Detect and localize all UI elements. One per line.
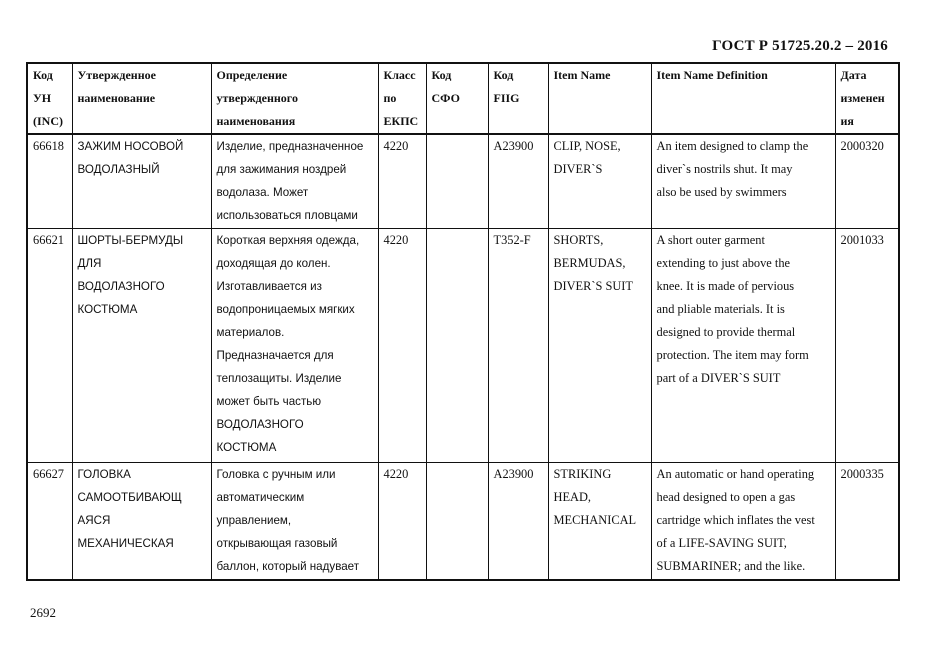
cell-definition-ru xyxy=(211,228,378,462)
text-line: ЗАЖИМ НОСОВОЙ xyxy=(77,140,184,153)
text-line: (INC) xyxy=(33,114,63,128)
text-line: Изделие, предназначенное xyxy=(216,140,364,153)
cell-sfo xyxy=(426,134,488,228)
text-line: Код xyxy=(493,68,514,82)
cell-definition-en xyxy=(651,462,835,580)
text-line: ВОДОЛАЗНОГО xyxy=(216,417,304,431)
text-line: утвержденного xyxy=(216,91,298,105)
cell-name xyxy=(72,134,211,228)
text-line: Код xyxy=(431,68,452,82)
text-line: ВОДОЛАЗНОГО xyxy=(77,279,165,293)
text-line: Короткая верхняя одежда, xyxy=(216,233,360,247)
cell-item-name xyxy=(548,228,651,462)
text-line: КОСТЮМА xyxy=(216,440,277,454)
table-row xyxy=(27,462,899,580)
col-header-fiig xyxy=(488,63,548,134)
text-line: ГОЛОВКА xyxy=(77,467,131,481)
text-line: SHORTS, xyxy=(553,232,604,247)
text-line: ШОРТЫ-БЕРМУДЫ xyxy=(77,233,184,247)
col-header-name xyxy=(72,63,211,134)
text-line: A short outer garment xyxy=(656,232,765,247)
text-line: баллон, который надувает xyxy=(216,559,360,573)
cell-ekps: 4220 xyxy=(378,462,426,580)
text-line: АЯСЯ xyxy=(77,513,111,527)
text-line: Головка с ручным или xyxy=(216,467,336,481)
cell-inc: 66627 xyxy=(27,462,72,580)
text-line: DIVER`S xyxy=(553,162,603,176)
page-number: 2692 xyxy=(30,605,56,620)
text-line: ия xyxy=(840,114,854,128)
text-line: УН xyxy=(33,91,52,105)
text-line: управлением, xyxy=(216,513,292,527)
text-line: Дата xyxy=(840,68,867,82)
text-line: also be used by swimmers xyxy=(656,185,787,199)
table-row xyxy=(27,134,899,228)
text-line: Класс xyxy=(383,68,416,82)
text-line: Код xyxy=(33,68,53,82)
text-line: СФО xyxy=(431,91,460,105)
text-line: САМООТБИВАЮЩ xyxy=(77,490,182,504)
text-line: Утвержденное xyxy=(77,68,156,82)
text-line: ЕКПС xyxy=(383,114,419,128)
text-line: Item Name xyxy=(553,68,611,82)
text-line: designed to provide thermal xyxy=(656,324,796,339)
text-line: МЕХАНИЧЕСКАЯ xyxy=(77,536,174,550)
text-line: BERMUDAS, xyxy=(553,255,626,270)
document-title: ГОСТ Р 51725.20.2 – 2016 xyxy=(712,38,888,54)
col-header-definition-en xyxy=(651,63,835,134)
text-line: Item Name Definition xyxy=(656,68,768,82)
text-line: Изготавливается из xyxy=(216,279,322,293)
col-header-ekps xyxy=(378,63,426,134)
cell-name xyxy=(72,462,211,580)
col-header-date xyxy=(835,63,899,134)
text-line: Предназначается для xyxy=(216,348,334,362)
text-line: HEAD, xyxy=(553,489,592,504)
table-row xyxy=(27,228,899,462)
text-line: водолаза. Может xyxy=(216,186,309,199)
text-line: материалов. xyxy=(216,325,285,339)
text-line: изменен xyxy=(840,91,885,105)
cell-ekps: 4220 xyxy=(378,228,426,462)
cell-definition-ru xyxy=(211,462,378,580)
cell-definition-en xyxy=(651,134,835,228)
text-line: автоматическим xyxy=(216,490,305,504)
text-line: доходящая до колен. xyxy=(216,256,331,270)
text-line: наименования xyxy=(216,114,296,128)
cell-definition-en xyxy=(651,228,835,462)
cell-item-name xyxy=(548,134,651,228)
cell-ekps: 4220 xyxy=(378,134,426,228)
cell-date: 2000320 xyxy=(835,134,899,228)
text-line: diver`s nostrils shut. It may xyxy=(656,162,793,176)
text-line: по xyxy=(383,91,397,105)
col-header-inc xyxy=(27,63,72,134)
text-line: ВОДОЛАЗНЫЙ xyxy=(77,163,160,176)
text-line: использоваться пловцами xyxy=(216,209,358,222)
cell-item-name xyxy=(548,462,651,580)
text-line: cartridge which inflates the vest xyxy=(656,512,815,527)
text-line: head designed to open a gas xyxy=(656,489,796,504)
text-line: водопроницаемых мягких xyxy=(216,302,355,316)
text-line: STRIKING xyxy=(553,466,612,481)
text-line: extending to just above the xyxy=(656,255,791,270)
cell-date: 2001033 xyxy=(835,228,899,462)
text-line: protection. The item may form xyxy=(656,347,809,362)
cell-inc: 66621 xyxy=(27,228,72,462)
col-header-item-name xyxy=(548,63,651,134)
text-line: теплозащиты. Изделие xyxy=(216,371,342,385)
text-line: of a LIFE-SAVING SUIT, xyxy=(656,535,787,550)
cell-fiig: A23900 xyxy=(488,462,548,580)
text-line: SUBMARINER; and the like. xyxy=(656,558,806,573)
cell-fiig: T352-F xyxy=(488,228,548,462)
col-header-sfo xyxy=(426,63,488,134)
text-line: наименование xyxy=(77,91,156,105)
cell-definition-ru xyxy=(211,134,378,228)
text-line: An item designed to clamp the xyxy=(656,139,809,153)
text-line: and pliable materials. It is xyxy=(656,301,785,316)
text-line: MECHANICAL xyxy=(553,512,637,527)
text-line: DIVER`S SUIT xyxy=(553,278,634,293)
text-line: для зажимания ноздрей xyxy=(216,163,347,176)
text-line: ДЛЯ xyxy=(77,256,102,270)
cell-sfo xyxy=(426,462,488,580)
cell-name xyxy=(72,228,211,462)
text-line: knee. It is made of pervious xyxy=(656,278,795,293)
text-line: открывающая газовый xyxy=(216,536,338,550)
cell-fiig: A23900 xyxy=(488,134,548,228)
text-line: FIIG xyxy=(493,91,520,105)
catalog-table xyxy=(26,62,900,581)
text-line: может быть частью xyxy=(216,394,322,408)
table-header-row xyxy=(27,63,899,134)
cell-sfo xyxy=(426,228,488,462)
col-header-definition-ru xyxy=(211,63,378,134)
cell-inc: 66618 xyxy=(27,134,72,228)
text-line: Определение xyxy=(216,68,288,82)
text-line: КОСТЮМА xyxy=(77,302,138,316)
text-line: CLIP, NOSE, xyxy=(553,139,621,153)
text-line: part of a DIVER`S SUIT xyxy=(656,370,781,385)
cell-date: 2000335 xyxy=(835,462,899,580)
text-line: An automatic or hand operating xyxy=(656,466,815,481)
